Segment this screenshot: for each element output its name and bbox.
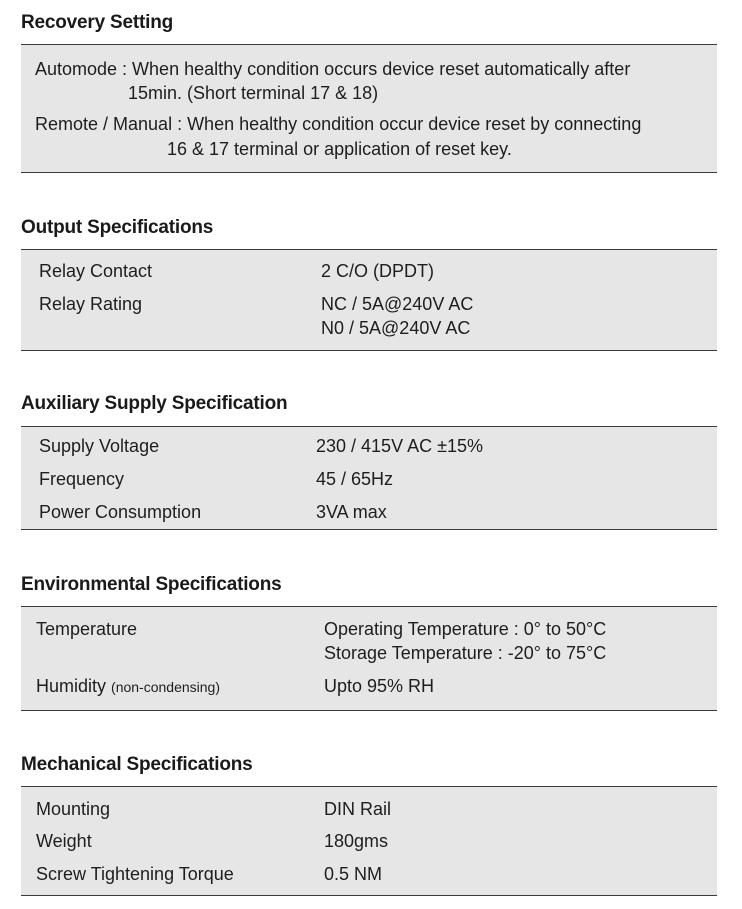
mounting-label: Mounting [36, 799, 111, 819]
remote-line1: Remote / Manual : When healthy condition occur device reset by connecting [35, 114, 642, 134]
screw-torque-value: 0.5 NM [324, 864, 383, 884]
storage-temperature-value: Storage Temperature : -20° to 75°C [324, 643, 607, 663]
weight-label: Weight [36, 831, 92, 851]
operating-temperature-value: Operating Temperature : 0° to 50°C [324, 619, 607, 639]
relay-rating-value-nc: NC / 5A@240V AC [321, 294, 474, 314]
auxiliary-heading: Auxiliary Supply Specification [21, 393, 288, 414]
relay-contact-label: Relay Contact [39, 261, 153, 281]
weight-value: 180gms [324, 831, 389, 851]
power-consumption-label: Power Consumption [39, 502, 202, 522]
mechanical-box [21, 786, 717, 896]
auxiliary-box [21, 426, 717, 530]
supply-voltage-label: Supply Voltage [39, 436, 160, 456]
relay-rating-value-no: N0 / 5A@240V AC [321, 318, 471, 338]
mechanical-heading: Mechanical Specifications [21, 754, 253, 775]
screw-torque-label: Screw Tightening Torque [36, 864, 234, 884]
power-consumption-value: 3VA max [316, 502, 387, 522]
mounting-value: DIN Rail [324, 799, 392, 819]
environmental-box [21, 606, 717, 711]
output-heading: Output Specifications [21, 217, 214, 238]
humidity-label-note: (non-condensing) [111, 679, 220, 695]
frequency-label: Frequency [39, 469, 125, 489]
recovery-heading: Recovery Setting [21, 12, 174, 33]
remote-line2: 16 & 17 terminal or application of reset key. [167, 139, 512, 159]
humidity-label [36, 674, 220, 699]
recovery-box [21, 44, 717, 173]
relay-contact-value: 2 C/O (DPDT) [321, 261, 435, 281]
supply-voltage-value: 230 / 415V AC ±15% [316, 436, 483, 456]
output-box [21, 249, 717, 351]
environmental-heading: Environmental Specifications [21, 574, 282, 595]
humidity-label-text: Humidity [36, 676, 107, 696]
humidity-value: Upto 95% RH [324, 676, 435, 696]
temperature-label: Temperature [36, 619, 138, 639]
relay-rating-label: Relay Rating [39, 294, 143, 314]
automode-line2: 15min. (Short terminal 17 & 18) [128, 83, 379, 103]
frequency-value: 45 / 65Hz [316, 469, 394, 489]
automode-line1: Automode : When healthy condition occurs device reset automatically after [35, 59, 631, 79]
